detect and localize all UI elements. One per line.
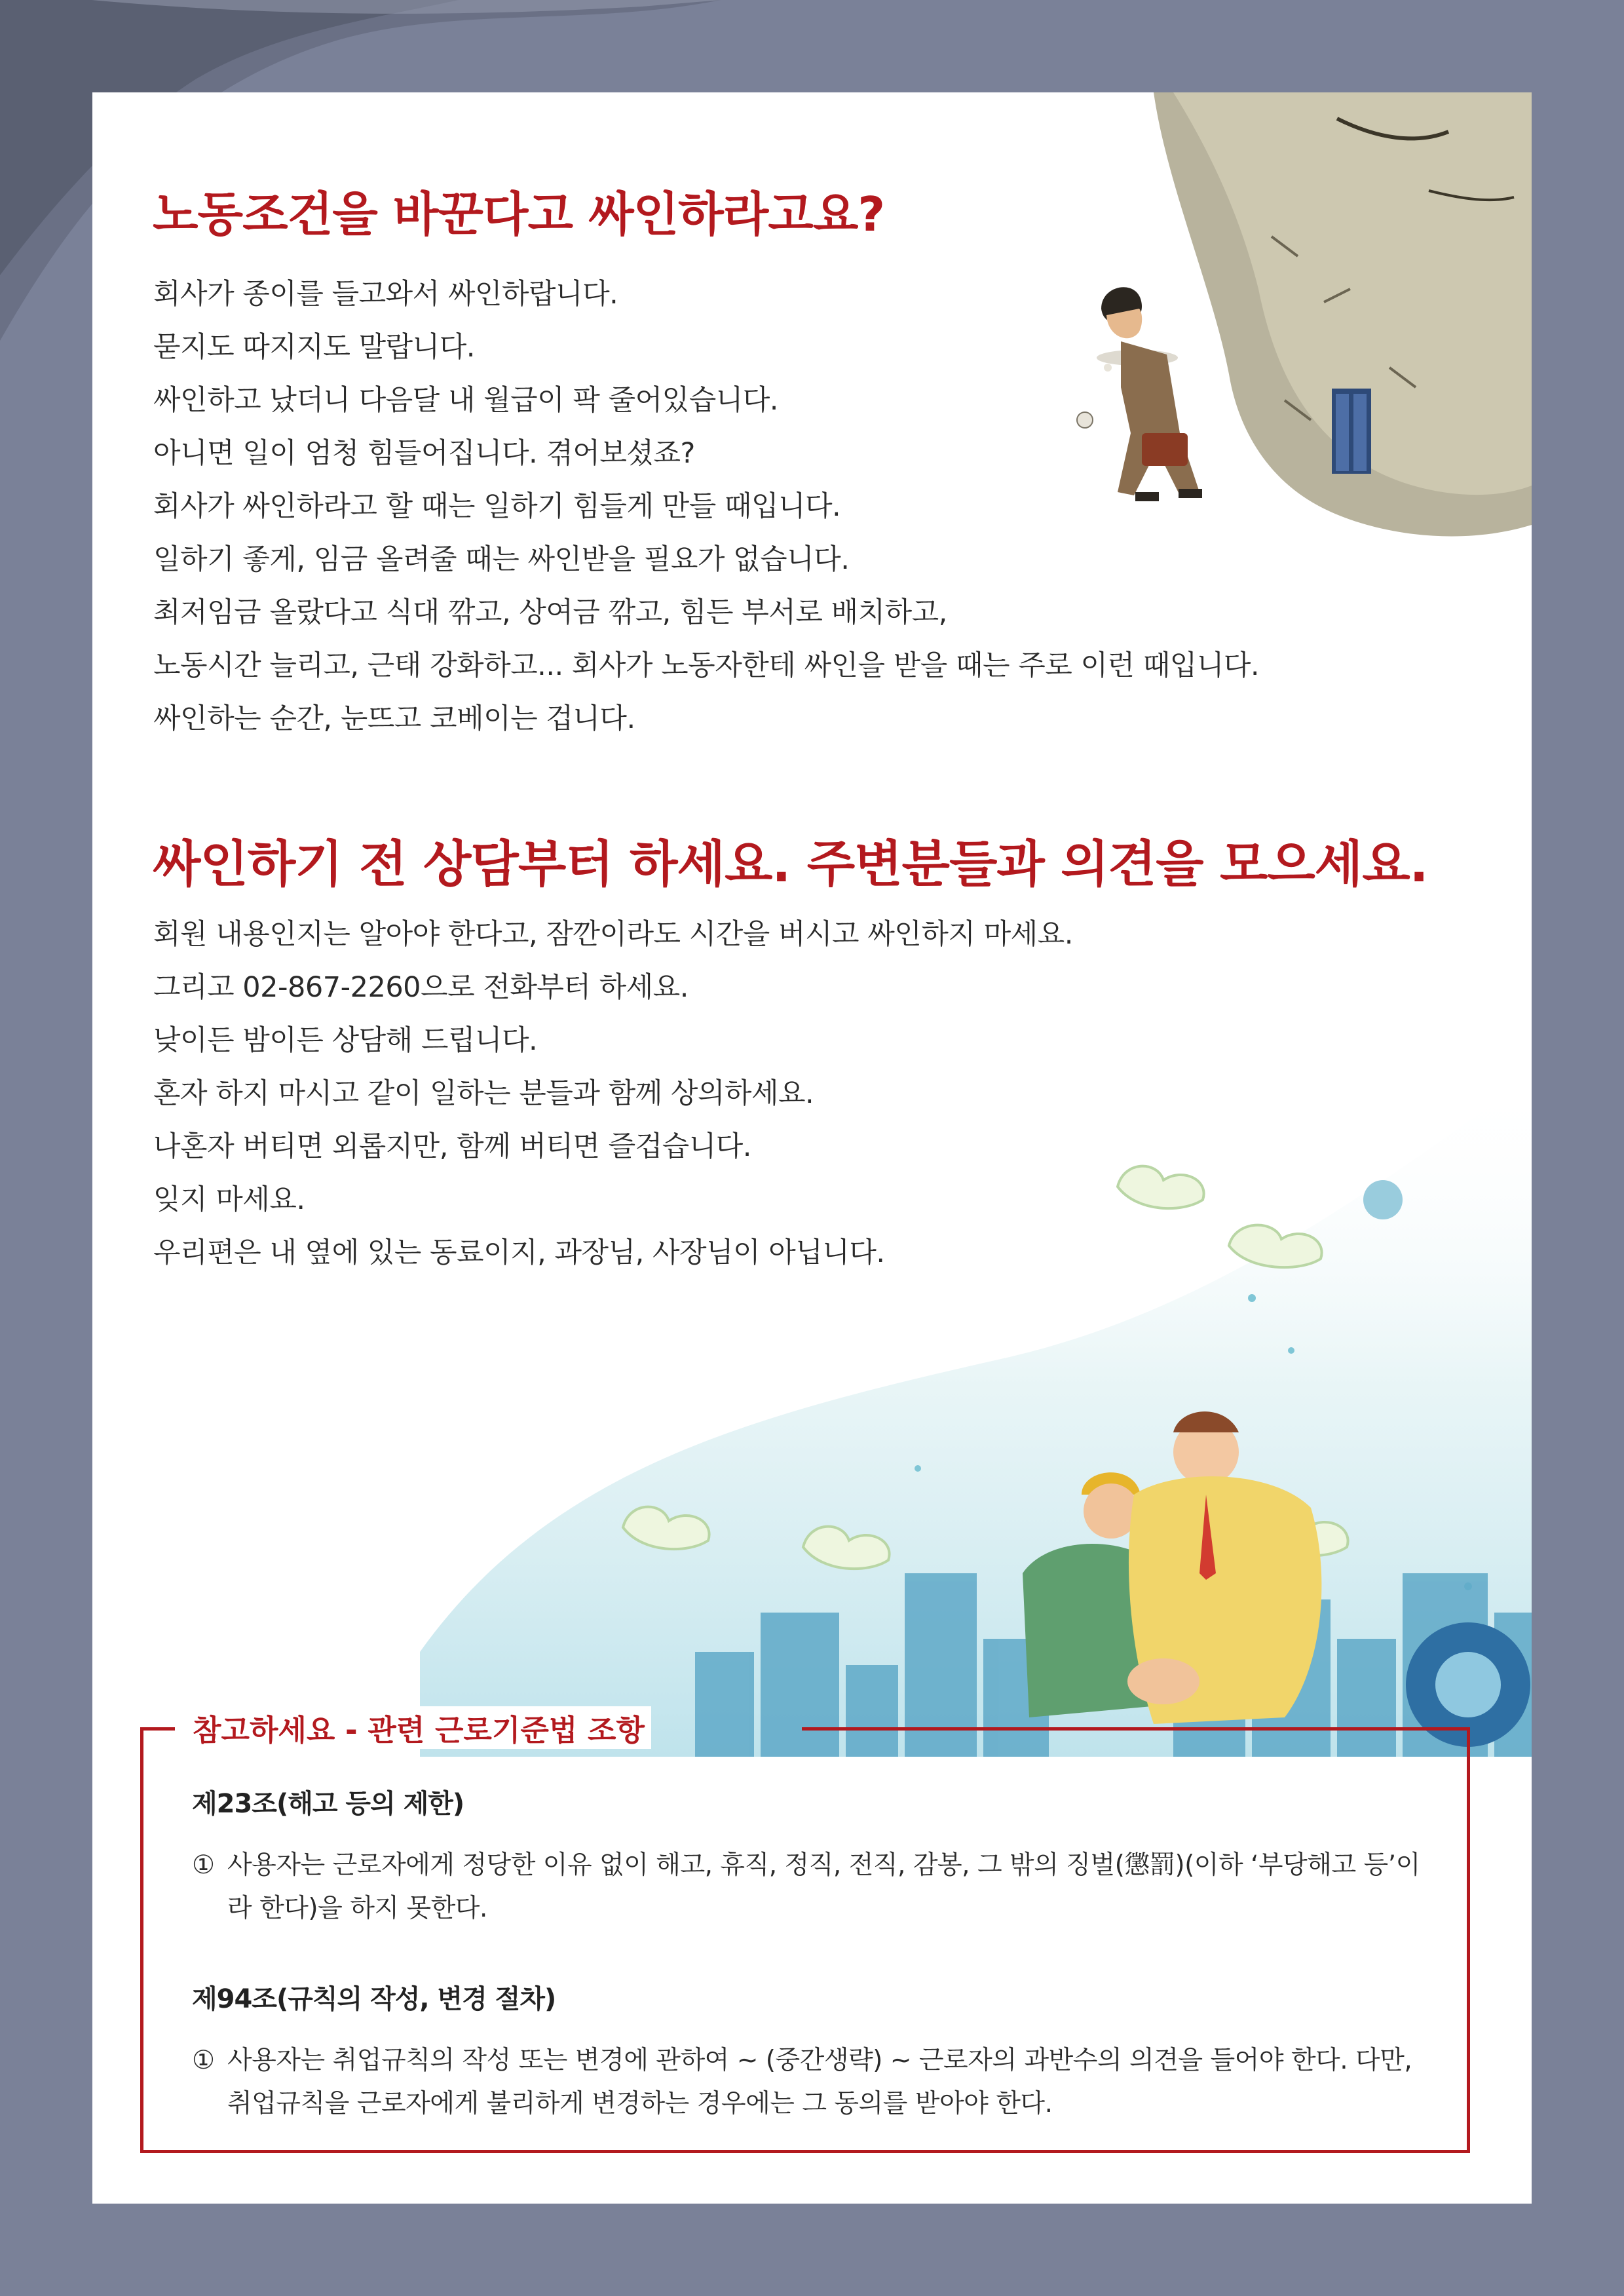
reference-border-top-left xyxy=(143,1727,175,1731)
article-heading: 제94조(규칙의 작성, 변경 절차) xyxy=(192,1984,556,2014)
section2-line: 그리고 02-867-2260으로 전화부터 하세요. xyxy=(153,971,689,1004)
article-clause xyxy=(192,1844,1427,1930)
section2-title: 싸인하기 전 상담부터 하세요. 주변분들과 의견을 모으세요. xyxy=(153,835,1428,893)
section1-line: 최저임금 올랐다고 식대 깎고, 상여금 깎고, 힘든 부서로 배치하고, xyxy=(153,596,947,629)
section1-line: 싸인하는 순간, 눈뜨고 코베이는 겁니다. xyxy=(153,702,635,735)
section1-line: 회사가 종이를 들고와서 싸인하랍니다. xyxy=(153,278,618,311)
reference-title: 참고하세요 - 관련 근로기준법 조항 xyxy=(186,1706,651,1749)
article-heading: 제23조(해고 등의 제한) xyxy=(192,1789,464,1819)
section1-title: 노동조건을 바꾼다고 싸인하라고요? xyxy=(153,187,885,242)
clause-text: 사용자는 근로자에게 정당한 이유 없이 해고, 휴직, 정직, 전직, 감봉, 그 밖의 징벌(懲罰)(이하 ‘부당해고 등’이라 한다)을 하지 못한다. xyxy=(227,1850,1420,1923)
law-article xyxy=(192,1783,1427,1930)
section1-line: 일하기 좋게, 임금 올려줄 때는 싸인받을 필요가 없습니다. xyxy=(153,543,850,576)
section2-line: 우리편은 내 옆에 있는 동료이지, 과장님, 사장님이 아닙니다. xyxy=(153,1236,885,1269)
section2-line: 혼자 하지 마시고 같이 일하는 분들과 함께 상의하세요. xyxy=(153,1077,814,1110)
law-reference-box xyxy=(140,1713,1470,2153)
section1-paragraph xyxy=(153,268,1259,746)
clause-number: ① xyxy=(192,2046,215,2075)
section2-line: 나혼자 버티면 외롭지만, 함께 버티면 즐겁습니다. xyxy=(153,1130,751,1163)
section1-line: 싸인하고 났더니 다음달 내 월급이 팍 줄어있습니다. xyxy=(153,384,778,417)
reference-border-top-right xyxy=(802,1727,1467,1731)
law-article xyxy=(192,1978,1427,2126)
section2-paragraph xyxy=(153,908,1073,1280)
clause-number: ① xyxy=(192,1850,215,1880)
article-clause xyxy=(192,2039,1427,2126)
clause-text: 사용자는 취업규칙의 작성 또는 변경에 관하여 ~ (중간생략) ~ 근로자의 과반수의 의견을 들어야 한다. 다만, 취업규칙을 근로자에게 불리하게 변경하는 경우에는 그 동의를 받아야 한다. xyxy=(227,2046,1412,2118)
section1-line: 회사가 싸인하라고 할 때는 일하기 힘들게 만들 때입니다. xyxy=(153,490,841,523)
section2-line: 낮이든 밤이든 상담해 드립니다. xyxy=(153,1024,538,1057)
document-page xyxy=(92,92,1532,2204)
section2-line: 회원 내용인지는 알아야 한다고, 잠깐이라도 시간을 버시고 싸인하지 마세요. xyxy=(153,918,1073,951)
section1-line: 묻지도 따지지도 말랍니다. xyxy=(153,331,475,364)
section2-line: 잊지 마세요. xyxy=(153,1183,305,1216)
section1-line: 노동시간 늘리고, 근태 강화하고... 회사가 노동자한테 싸인을 받을 때는 주로 이런 때입니다. xyxy=(153,649,1260,682)
section1-line: 아니면 일이 엄청 힘들어집니다. 겪어보셨죠? xyxy=(153,437,695,470)
